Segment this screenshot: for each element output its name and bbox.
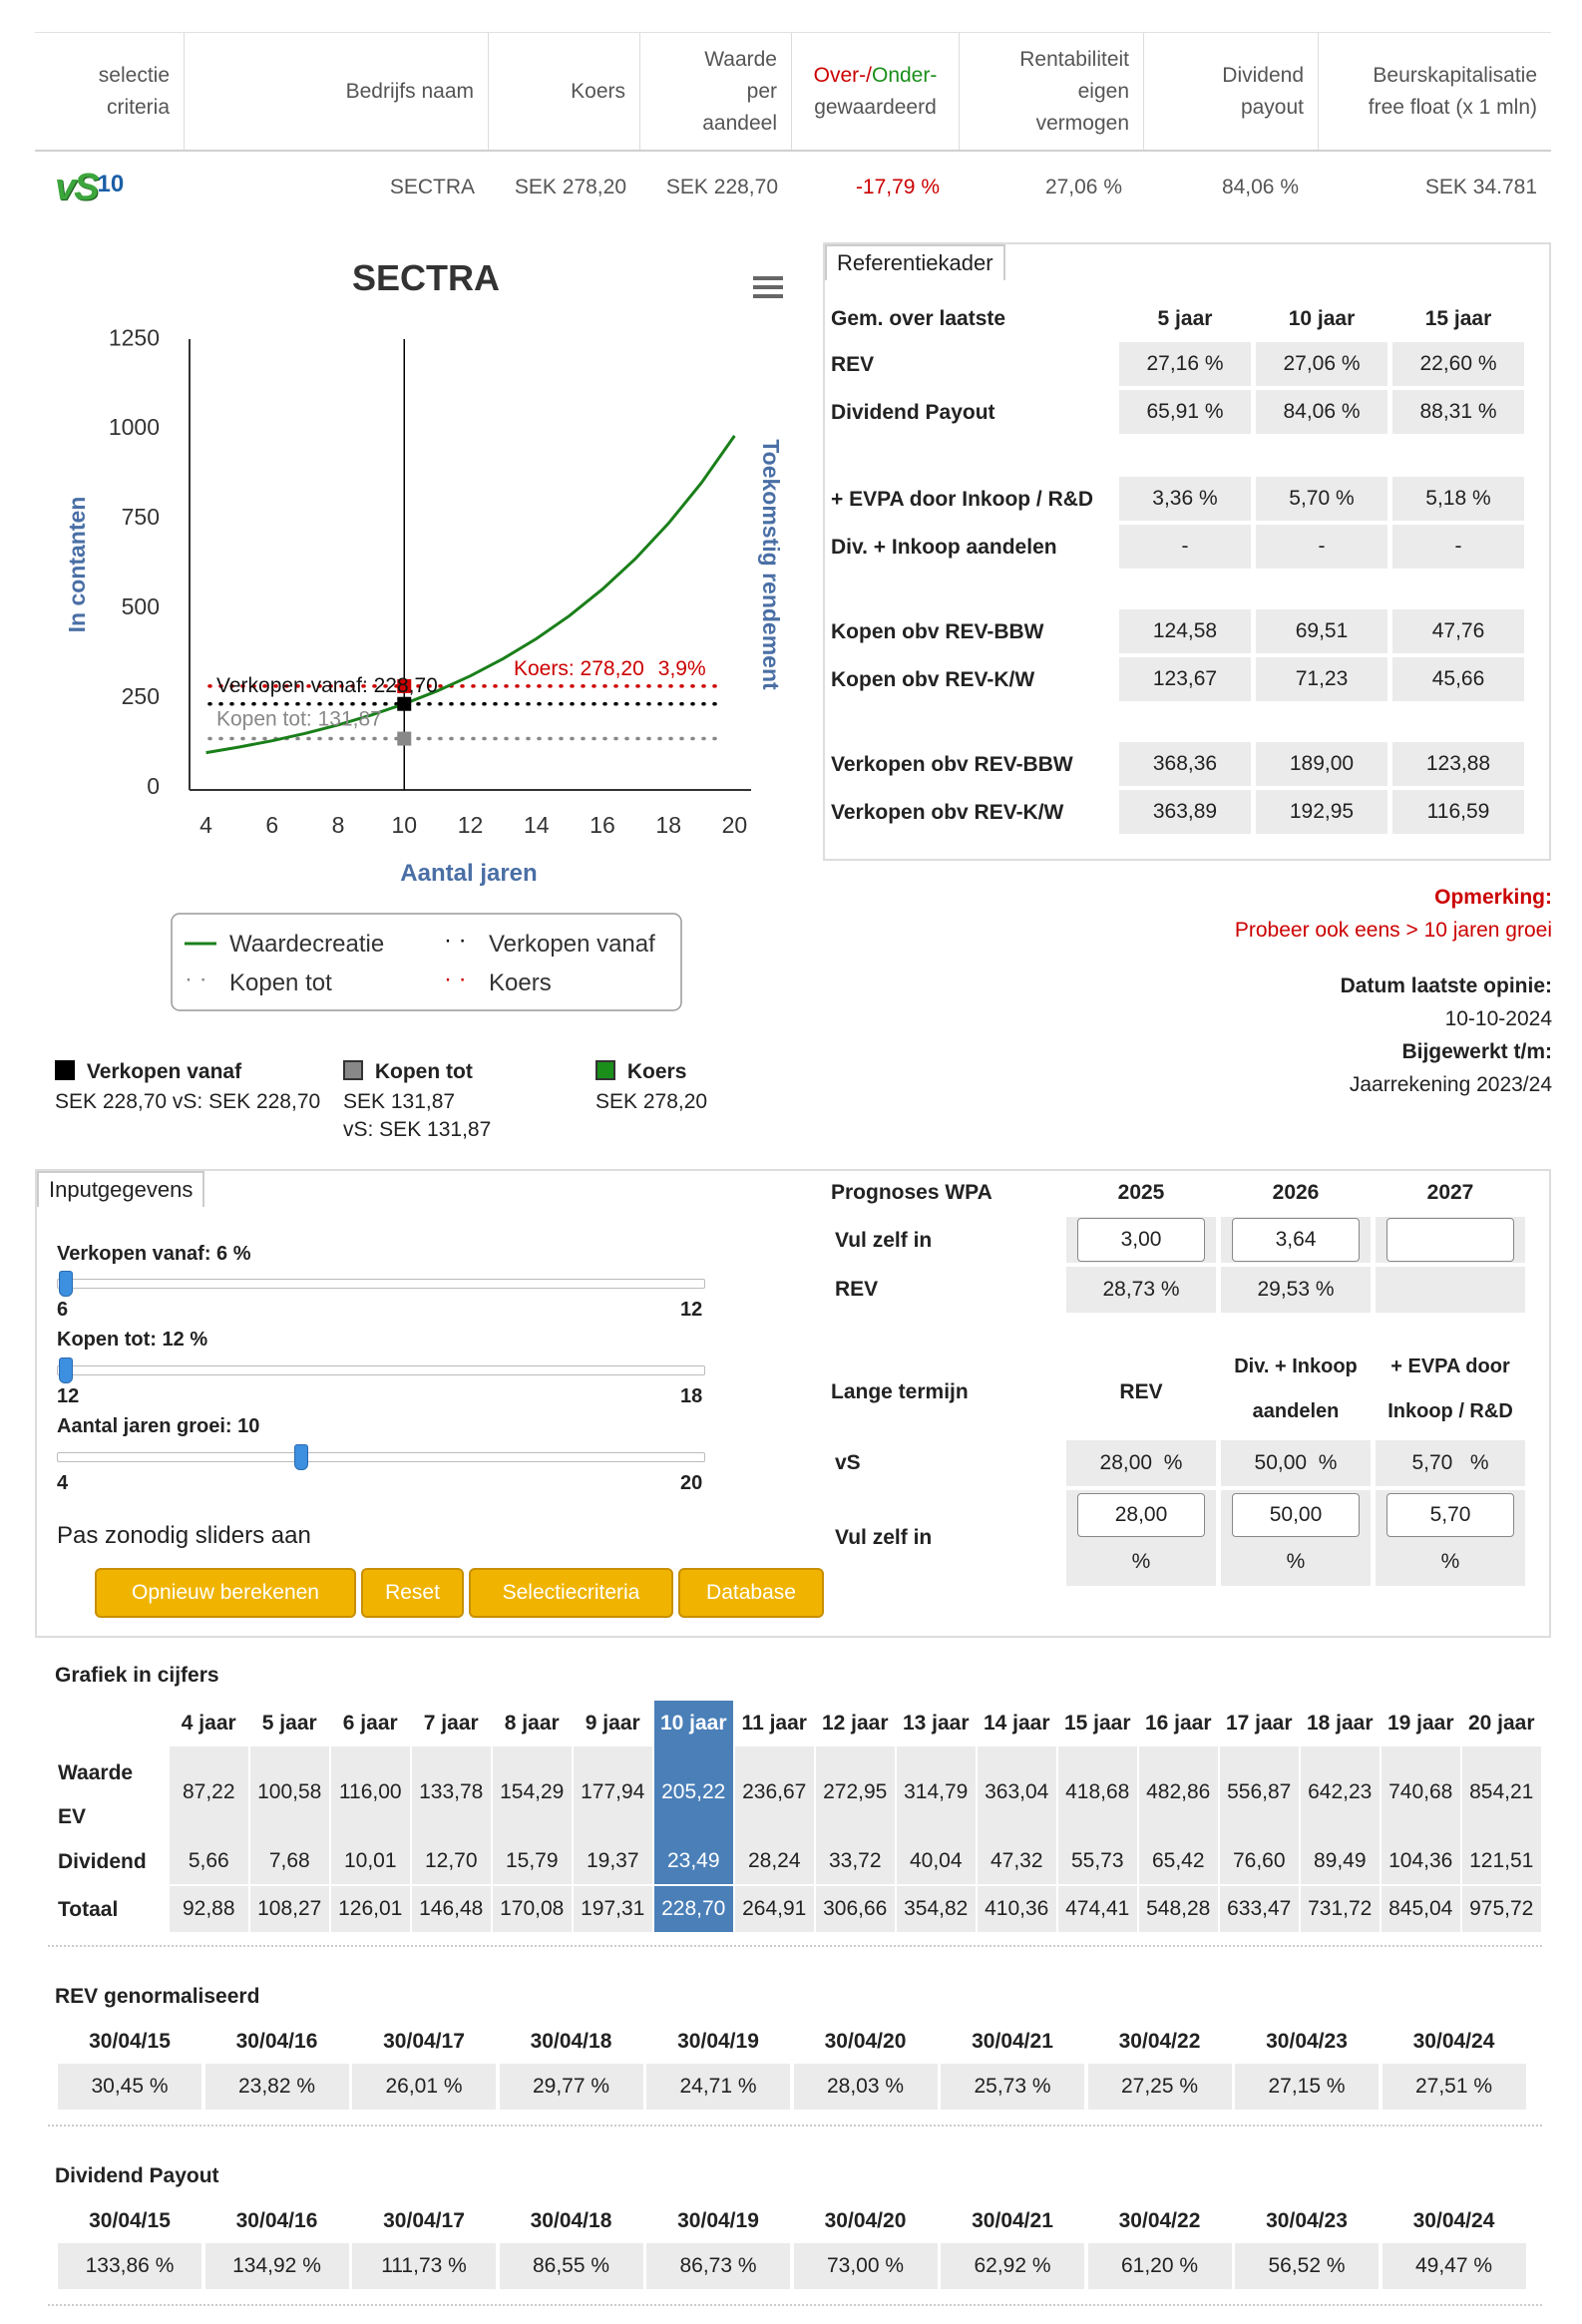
summary-koers: SEK 278,20 [514, 176, 626, 198]
ref-row-label: Div. + Inkoop aandelen [831, 536, 1057, 559]
grafiek-cell: 87,22 [170, 1746, 248, 1838]
y-tick-label: 1000 [108, 414, 160, 441]
ref-head-5: 5 jaar [1157, 307, 1213, 330]
grafiek-row [170, 1746, 1543, 1838]
x-tick-label: 12 [457, 812, 484, 838]
header-waarde[interactable]: Waarde per aandeel [640, 33, 792, 150]
grafiek-cell: 236,67 [735, 1746, 814, 1838]
rev_norm-date: 30/04/21 [972, 2030, 1053, 2053]
header-dividend[interactable]: Dividend payout [1144, 33, 1319, 150]
grafiek-cell: 146,48 [412, 1886, 491, 1932]
prognose-year-2027: 2027 [1426, 1181, 1474, 1204]
grafiek-cell: 108,27 [250, 1886, 329, 1932]
rev_norm-date: 30/04/23 [1266, 2030, 1348, 2053]
summary-payout: 84,06 % [1221, 176, 1299, 198]
ref-row-value: 84,06 % [1256, 390, 1387, 434]
grafiek-cell: 65,42 [1139, 1838, 1218, 1884]
slider-kopen[interactable] [57, 1365, 705, 1375]
grafiek-cell: 354,82 [897, 1886, 976, 1932]
ref-row-value: 65,91 % [1119, 390, 1251, 434]
slider-jaren-label: Aantal jaren groei: 10 [57, 1415, 260, 1437]
vs-rev: 28,00 % [1066, 1440, 1216, 1486]
div_payout-value: 86,55 % [500, 2243, 643, 2289]
y-tick-label: 1250 [108, 324, 160, 351]
grafiek-year-header: 16 jaar [1144, 1712, 1212, 1735]
grafiek-cell: 10,01 [331, 1838, 410, 1884]
grafiek-cell: 474,41 [1058, 1886, 1137, 1932]
opmerking-text: Probeer ook eens > 10 jaren groei [1234, 919, 1552, 942]
bijgewerkt-label: Bijgewerkt t/m: [1401, 1040, 1552, 1063]
rev_norm-date: 30/04/24 [1412, 2030, 1495, 2053]
verkopen-annotation: Verkopen vanaf: 228,70 [216, 673, 438, 697]
slider-verkopen-min: 6 [57, 1299, 69, 1321]
grafiek-cell: 642,23 [1301, 1746, 1380, 1838]
div-payout-title: Dividend Payout [55, 2164, 219, 2187]
ref-row-label: REV [831, 353, 875, 376]
div_payout-value: 61,20 % [1088, 2243, 1232, 2289]
div_payout-date: 30/04/19 [677, 2209, 759, 2232]
grafiek-cell: 205,22 [654, 1746, 733, 1838]
rev_norm-date: 30/04/18 [530, 2030, 612, 2053]
grafiek-cell: 633,47 [1220, 1886, 1299, 1932]
header-table [35, 32, 1551, 152]
ref-row-value: - [1256, 525, 1387, 569]
svg-text:· ·: · · [185, 966, 207, 992]
slider-verkopen-label: Verkopen vanaf: 6 % [57, 1243, 251, 1265]
tab-referentiekader[interactable]: Referentiekader [825, 244, 1005, 280]
summary-waarde: SEK 228,70 [665, 176, 778, 198]
ref-row-value: 192,95 [1256, 790, 1387, 834]
wpa-2026-input[interactable]: 3,64 [1232, 1218, 1360, 1262]
rev_norm-date-row [58, 2030, 1529, 2054]
grafiek-cell: 228,70 [654, 1886, 733, 1932]
header-rentabiliteit[interactable]: Rentabiliteit eigen vermogen [960, 33, 1144, 150]
slider-kopen-handle[interactable] [59, 1357, 73, 1383]
grafiek-header-row [170, 1701, 1543, 1746]
grafiek-cell: 126,01 [331, 1886, 410, 1932]
svg-text:Koers: Koers [489, 969, 552, 996]
grafiek-cell: 731,72 [1301, 1886, 1380, 1932]
grafiek-cell: 133,78 [412, 1746, 491, 1838]
grafiek-cell: 197,31 [574, 1886, 652, 1932]
grafiek-cell: 154,29 [493, 1746, 572, 1838]
grafiek-cell: 556,87 [1220, 1746, 1299, 1838]
prognoses-title: Prognoses WPA [831, 1181, 992, 1204]
summary-name: SECTRA [389, 176, 475, 198]
lt-rev-pct: % [1131, 1550, 1151, 1573]
opnieuw-berekenen-button[interactable]: Opnieuw berekenen [95, 1568, 356, 1618]
ref-row-value: 3,36 % [1119, 477, 1251, 521]
ref-head-15: 15 jaar [1424, 307, 1492, 330]
rev_norm-date: 30/04/20 [824, 2030, 907, 2053]
rev_norm-value: 25,73 % [941, 2064, 1084, 2110]
grafiek-cell: 177,94 [574, 1746, 652, 1838]
div_payout-date: 30/04/21 [972, 2209, 1053, 2232]
database-button[interactable]: Database [678, 1568, 824, 1618]
grafiek-cell: 418,68 [1058, 1746, 1137, 1838]
y-tick-label: 250 [121, 683, 160, 710]
grafiek-year-header: 13 jaar [902, 1712, 970, 1735]
grafiek-year-header: 8 jaar [504, 1712, 560, 1735]
chart-title: SECTRA [351, 257, 501, 298]
grafiek-cell: 314,79 [897, 1746, 976, 1838]
slider-jaren[interactable] [57, 1452, 705, 1462]
marker-kopen: Kopen tot SEK 131,87 vS: SEK 131,87 [343, 1060, 492, 1141]
input-panel [35, 1169, 1551, 1638]
summary-cap: SEK 34.781 [1424, 176, 1537, 198]
lt-evpa-input[interactable]: 5,70 [1386, 1493, 1514, 1537]
grafiek-cell: 170,08 [493, 1886, 572, 1932]
lt-evpa-pct: % [1440, 1550, 1460, 1573]
ref-row-label: Kopen obv REV-K/W [831, 668, 1035, 691]
div_payout-date: 30/04/15 [89, 2209, 171, 2232]
grafiek-cell: 272,95 [816, 1746, 895, 1838]
vs-evpa: 5,70 % [1376, 1440, 1525, 1486]
grafiek-cell: 40,04 [897, 1838, 976, 1884]
ref-row-label: Dividend Payout [831, 401, 995, 424]
header-selectie[interactable]: selectie criteria [35, 33, 185, 150]
grafiek-cell: 363,04 [978, 1746, 1056, 1838]
lt-head-rev: REV [1119, 1380, 1163, 1403]
header-bedrijfsnaam[interactable]: Bedrijfs naam [185, 33, 489, 150]
vs-div: 50,00 % [1221, 1440, 1371, 1486]
lange-termijn-label: Lange termijn [831, 1380, 969, 1403]
lt-head-evpa-2: Inkoop / R&D [1387, 1400, 1513, 1422]
prognose-year-2026: 2026 [1272, 1181, 1320, 1204]
header-beurskap[interactable]: Beurskapitalisatie free float (x 1 mln) [1368, 63, 1537, 119]
slider-verkopen[interactable] [57, 1279, 705, 1289]
summary-row[interactable] [35, 160, 1551, 215]
div_payout-value: 133,86 % [58, 2243, 201, 2289]
div_payout-value: 62,92 % [941, 2243, 1084, 2289]
summary-rev: 27,06 % [1044, 176, 1122, 198]
lt-vul-label: Vul zelf in [835, 1526, 933, 1549]
grafiek-cell: 15,79 [493, 1838, 572, 1884]
ref-row-value: 27,16 % [1119, 342, 1251, 386]
grafiek-year-header: 12 jaar [821, 1712, 889, 1735]
div_payout-value: 73,00 % [794, 2243, 938, 2289]
svg-text:Verkopen vanaf: Verkopen vanaf [489, 931, 655, 958]
vs-label: vS [835, 1451, 861, 1474]
menu-icon[interactable] [753, 276, 783, 298]
div_payout-date: 30/04/16 [235, 2209, 318, 2232]
rev_norm-value: 27,25 % [1088, 2064, 1232, 2110]
grafiek-cell: 12,70 [412, 1838, 491, 1884]
y-tick-label: 750 [121, 504, 160, 531]
div_payout-value-row [58, 2243, 1529, 2289]
slider-kopen-min: 12 [57, 1385, 80, 1407]
tab-inputgegevens[interactable]: Inputgegevens [37, 1171, 204, 1207]
grafiek-row-label: Waarde EV [58, 1761, 134, 1828]
svg-text:· ·: · · [444, 966, 467, 992]
grafiek-row [170, 1838, 1543, 1884]
ref-row-value: - [1119, 525, 1251, 569]
opmerking-label: Opmerking: [1434, 886, 1552, 909]
rev_norm-value: 27,15 % [1235, 2064, 1379, 2110]
div_payout-date-row [58, 2209, 1529, 2233]
div_payout-date: 30/04/20 [824, 2209, 907, 2232]
x-tick-label: 14 [523, 812, 550, 838]
grafiek-cell: 845,04 [1382, 1886, 1460, 1932]
y-axis-label: In contanten [64, 496, 90, 633]
div_payout-date: 30/04/23 [1266, 2209, 1348, 2232]
marker-koers: Koers SEK 278,20 [595, 1060, 708, 1113]
datum-label: Datum laatste opinie: [1340, 974, 1552, 997]
rev_norm-date: 30/04/16 [235, 2030, 318, 2053]
prognose-rev-2025: 28,73 % [1066, 1267, 1216, 1313]
grafiek-cell: 306,66 [816, 1886, 895, 1932]
koers-annotation: Koers: 278,20 3,9% [514, 656, 706, 680]
div_payout-value: 56,52 % [1235, 2243, 1379, 2289]
grafiek-cell: 47,32 [978, 1838, 1056, 1884]
svg-text:Kopen tot: Kopen tot [229, 969, 332, 996]
summary-over: -17,79 % [855, 176, 940, 198]
grafiek-title: Grafiek in cijfers [55, 1664, 219, 1687]
bijgewerkt-value: Jaarrekening 2023/24 [1349, 1073, 1552, 1096]
selectiecriteria-button[interactable]: Selectiecriteria [469, 1568, 673, 1618]
rev_norm-value: 29,77 % [500, 2064, 643, 2110]
verkopen-point[interactable] [397, 697, 411, 711]
rev_norm-date: 30/04/15 [89, 2030, 171, 2053]
grafiek-year-header: 20 jaar [1467, 1712, 1535, 1735]
grafiek-cell: 7,68 [250, 1838, 329, 1884]
ref-head-label: Gem. over laatste [831, 307, 1006, 330]
x-tick-label: 4 [199, 812, 212, 838]
ref-row-value: 124,58 [1119, 609, 1251, 653]
grafiek-cell: 28,24 [735, 1838, 814, 1884]
prognose-rev-2026: 29,53 % [1221, 1267, 1371, 1313]
ref-row-value: 69,51 [1256, 609, 1387, 653]
grafiek-cell: 104,36 [1382, 1838, 1460, 1884]
grafiek-year-header: 7 jaar [423, 1712, 479, 1735]
wpa-2025-input[interactable]: 3,00 [1077, 1218, 1205, 1262]
datum-value: 10-10-2024 [1444, 1007, 1552, 1030]
slider-jaren-max: 20 [680, 1472, 703, 1494]
referentiekader-panel [823, 242, 1551, 861]
grafiek-cell: 100,58 [250, 1746, 329, 1838]
grafiek-year-header: 6 jaar [342, 1712, 398, 1735]
ref-row-value: 123,67 [1119, 657, 1251, 701]
ref-row-label: + EVPA door Inkoop / R&D [831, 488, 1094, 511]
div_payout-date: 30/04/18 [530, 2209, 612, 2232]
slider-verkopen-handle[interactable] [59, 1271, 73, 1297]
rev_norm-value: 30,45 % [58, 2064, 201, 2110]
div_payout-date: 30/04/24 [1412, 2209, 1495, 2232]
grafiek-year-header: 10 jaar [654, 1701, 733, 1746]
ref-row-value: 71,23 [1256, 657, 1387, 701]
lt-rev-input[interactable]: 28,00 [1077, 1493, 1205, 1537]
grafiek-cell: 410,36 [978, 1886, 1056, 1932]
x-tick-label: 16 [590, 812, 615, 838]
kopen-point[interactable] [397, 732, 411, 746]
svg-text:Waardecreatie: Waardecreatie [229, 931, 385, 958]
marker-verkopen: Verkopen vanaf SEK 228,70 vS: SEK 228,70 [55, 1060, 321, 1113]
ref-row-value: 88,31 % [1392, 390, 1524, 434]
grafiek-cell: 55,73 [1058, 1838, 1137, 1884]
ref-row-value: 5,70 % [1256, 477, 1387, 521]
grafiek-year-header: 18 jaar [1306, 1712, 1374, 1735]
div_payout-value: 49,47 % [1383, 2243, 1526, 2289]
x-tick-label: 20 [721, 812, 748, 838]
rev_norm-value: 23,82 % [205, 2064, 349, 2110]
lt-head-evpa-1: + EVPA door [1390, 1356, 1510, 1377]
grafiek-cell: 116,00 [331, 1746, 410, 1838]
grafiek-year-header: 5 jaar [261, 1712, 317, 1735]
div_payout-date: 30/04/17 [383, 2209, 465, 2232]
wpa-2027-input[interactable] [1386, 1218, 1514, 1262]
div_payout-value: 111,73 % [352, 2243, 496, 2289]
ref-row-value: 363,89 [1119, 790, 1251, 834]
rev_norm-value-row [58, 2064, 1529, 2110]
grafiek-cell: 264,91 [735, 1886, 814, 1932]
slider-jaren-handle[interactable] [294, 1444, 308, 1470]
x-tick-label: 18 [655, 812, 682, 838]
div_payout-value: 134,92 % [205, 2243, 349, 2289]
slider-kopen-label: Kopen tot: 12 % [57, 1329, 208, 1351]
grafiek-year-header: 11 jaar [741, 1712, 807, 1735]
header-over-onder[interactable]: Over-/Onder- gewaardeerd [792, 33, 960, 150]
rev_norm-value: 26,01 % [352, 2064, 496, 2110]
grafiek-cell: 19,37 [574, 1838, 652, 1884]
grafiek-cell: 740,68 [1382, 1746, 1460, 1838]
prognose-rev-label: REV [835, 1278, 879, 1301]
grafiek-year-header: 14 jaar [983, 1712, 1050, 1735]
lt-div-input[interactable]: 50,00 [1232, 1493, 1360, 1537]
ref-row-value: - [1392, 525, 1524, 569]
ref-row-value: 123,88 [1392, 742, 1524, 786]
grafiek-cell: 23,49 [654, 1838, 733, 1884]
prognose-year-2025: 2025 [1117, 1181, 1165, 1204]
ref-row-value: 116,59 [1392, 790, 1524, 834]
slider-kopen-max: 18 [680, 1385, 703, 1407]
y-tick-label: 0 [147, 773, 160, 799]
ref-row-label: Kopen obv REV-BBW [831, 620, 1044, 643]
ref-row-value: 5,18 % [1392, 477, 1524, 521]
legend-item-koers[interactable] [444, 966, 552, 996]
ref-head-10: 10 jaar [1288, 307, 1356, 330]
lt-head-div-2: aandelen [1252, 1400, 1340, 1422]
grafiek-year-header: 17 jaar [1225, 1712, 1293, 1735]
grafiek-cell: 482,86 [1139, 1746, 1218, 1838]
ref-row-value: 47,76 [1392, 609, 1524, 653]
chart-container [35, 242, 816, 1040]
vs10-logo: vS10 [55, 166, 125, 208]
grafiek-cell: 121,51 [1462, 1838, 1541, 1884]
rev_norm-date: 30/04/19 [677, 2030, 759, 2053]
grafiek-year-header: 4 jaar [181, 1712, 236, 1735]
grafiek-cell: 5,66 [170, 1838, 248, 1884]
slider-verkopen-max: 12 [680, 1299, 703, 1321]
slider-jaren-min: 4 [57, 1472, 69, 1494]
gray-square-icon [343, 1060, 363, 1080]
grafiek-row-label: Dividend [58, 1850, 147, 1873]
ref-row-value: 27,06 % [1256, 342, 1387, 386]
ref-row-value: 45,66 [1392, 657, 1524, 701]
sectra-chart [35, 242, 816, 1040]
rev-norm-title: REV genormaliseerd [55, 1985, 260, 2008]
grafiek-year-header: 9 jaar [585, 1712, 640, 1735]
legend-item-kopen[interactable] [185, 966, 332, 996]
div_payout-value: 86,73 % [646, 2243, 790, 2289]
rev_norm-value: 28,03 % [794, 2064, 938, 2110]
grafiek-row [170, 1886, 1543, 1932]
black-square-icon [55, 1060, 75, 1080]
x-tick-label: 10 [391, 812, 418, 838]
grafiek-cell: 975,72 [1462, 1886, 1541, 1932]
prognose-vul-label: Vul zelf in [835, 1229, 933, 1252]
x-tick-label: 8 [331, 812, 345, 838]
green-square-icon [595, 1060, 615, 1080]
kopen-annotation: Kopen tot: 131,87 [216, 707, 382, 731]
y2-axis-label: Toekomstig rendement [758, 439, 784, 690]
rev_norm-date: 30/04/22 [1118, 2030, 1201, 2053]
reset-button[interactable]: Reset [361, 1568, 464, 1618]
y-tick-label: 500 [121, 593, 160, 620]
prognose-rev-2027 [1376, 1267, 1525, 1313]
x-tick-label: 6 [265, 812, 279, 838]
grafiek-cell: 89,49 [1301, 1838, 1380, 1884]
grafiek-cell: 854,21 [1462, 1746, 1541, 1838]
div_payout-date: 30/04/22 [1118, 2209, 1201, 2232]
grafiek-row-label: Totaal [58, 1898, 119, 1921]
ref-row-value: 189,00 [1256, 742, 1387, 786]
grafiek-cell: 76,60 [1220, 1838, 1299, 1884]
grafiek-year-header: 15 jaar [1063, 1712, 1131, 1735]
grafiek-cell: 33,72 [816, 1838, 895, 1884]
ref-row-label: Verkopen obv REV-K/W [831, 801, 1064, 824]
ref-row-value: 368,36 [1119, 742, 1251, 786]
svg-text:· ·: · · [444, 927, 467, 954]
grafiek-cell: 548,28 [1139, 1886, 1218, 1932]
rev_norm-date: 30/04/17 [383, 2030, 465, 2053]
grafiek-year-header: 19 jaar [1386, 1712, 1454, 1735]
lt-head-div-1: Div. + Inkoop [1234, 1356, 1358, 1377]
x-axis-label: Aantal jaren [400, 860, 538, 887]
slider-hint: Pas zonodig sliders aan [57, 1522, 311, 1549]
rev_norm-value: 27,51 % [1383, 2064, 1526, 2110]
grafiek-cell: 92,88 [170, 1886, 248, 1932]
header-koers[interactable]: Koers [489, 33, 640, 150]
rev_norm-value: 24,71 % [646, 2064, 790, 2110]
ref-row-value: 22,60 % [1392, 342, 1524, 386]
lt-div-pct: % [1286, 1550, 1306, 1573]
ref-row-label: Verkopen obv REV-BBW [831, 753, 1073, 776]
